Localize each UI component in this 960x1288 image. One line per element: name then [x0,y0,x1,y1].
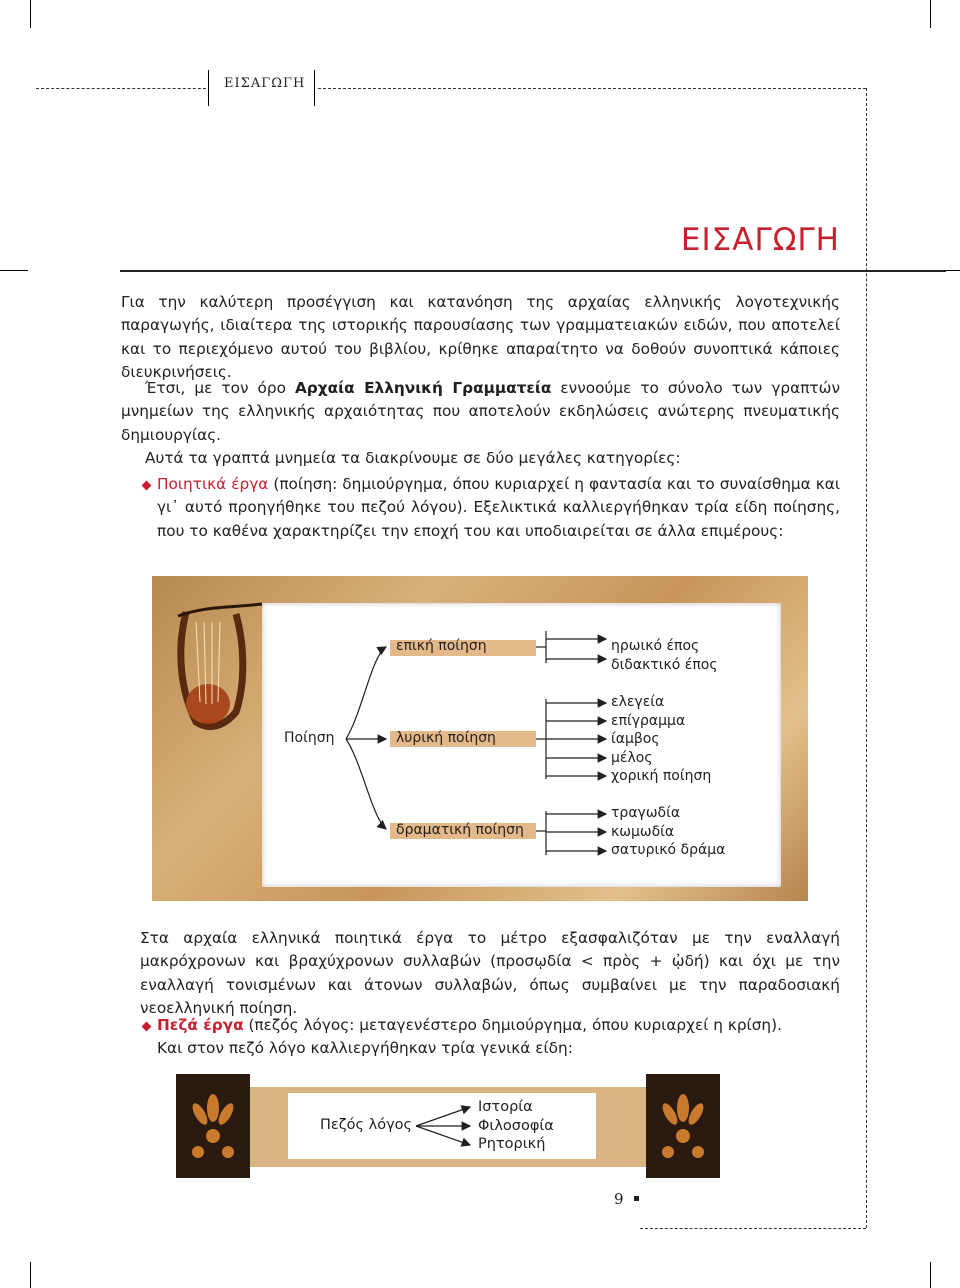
palmette-icon [654,1084,712,1170]
poetic-works-desc: (ποίηση: δημιούργημα, όπου κυριαρχεί η φαντασία και το συναίσθημα και γι᾿ αυτό προηγήθηκε του πεζού λόγου). Εξελικτικά καλλιεργήθηκαν τρία είδη ποίησης, που το καθένα χαρακτηρίζει την εποχή του και υποδιαιρείται σε άλλα επιμέρους: [157,475,840,540]
running-header: ΕΙΣΑΓΩΓΗ [224,76,306,91]
intro-paragraph [121,291,840,385]
branch-lyric: λυρική ποίηση [396,730,496,746]
palmette-icon [184,1084,242,1170]
trim-line [36,88,206,89]
list-item: Φιλοσοφία [478,1117,554,1134]
bullet-icon [142,481,152,491]
crop-mark [0,270,28,271]
categories-intro [121,447,840,470]
definition-paragraph [121,377,840,447]
list-item: κωμωδία [611,823,675,840]
meter-paragraph [140,927,840,1021]
poetic-works-term: Ποιητικά έργα [157,475,269,493]
trim-line [318,88,866,89]
list-item: ελεγεία [611,694,665,710]
poetic-works-paragraph [157,473,840,543]
crop-mark [30,0,31,28]
bullet-icon [142,1022,152,1032]
prose-works-line2: Και στον πεζό λόγο καλλιεργήθηκαν τρία γενικά είδη: [157,1039,573,1058]
prose-works-desc: (πεζός λόγος: μεταγενέστερο δημιούργημα, όπου κυριαρχεί η κρίση). [243,1016,782,1034]
list-item: διδακτικό έπος [611,656,718,673]
list-item: επίγραμμα [611,712,686,729]
page-number-marker [634,1196,639,1201]
diagram-root: Ποίηση [284,730,335,746]
list-item: σατυρικό δράμα [611,842,726,858]
prose-works-text [157,1014,847,1037]
meter-text: Στα αρχαία ελληνικά ποιητικά έργα το μέτρο εξασφαλιζόταν με την εναλλαγή μακρόχρονων και βραχύχρονων συλλαβών (προσῳδία < πρὸς + ᾠδή) και όχι με την εναλλαγή τονισμένων και άτονων συλλαβών, όπως συμβαίνει με την παραδοσιακή νεοελληνική ποίηση. [140,929,840,1018]
crop-mark [930,1262,931,1288]
definition-term: Αρχαία Ελληνική Γραμματεία [294,379,552,397]
branch-epic: επική ποίηση [396,638,487,654]
page-number: 9 [614,1190,624,1208]
categories-intro-text: Αυτά τα γραπτά μνημεία τα διακρίνουμε σε δύο μεγάλες κατηγορίες: [145,449,681,467]
list-item: Ιστορία [478,1099,533,1115]
list-item: ίαμβος [611,731,660,747]
header-bracket [208,70,209,106]
list-item: ηρωικό έπος [611,638,700,654]
leaf-list-lyric [611,693,711,786]
trim-line [866,88,867,1228]
title-rule [120,270,946,272]
lyre-icon [166,592,266,742]
poetic-works-text [157,473,840,543]
definition-rest: εννοούμε το σύνολο των γραπτών μνημείων της ελληνικής αρχαιότητας που αποτελούν εκδηλώσεις ανώτερης πνευματικής δημιουργίας. [121,379,840,444]
prose-works-paragraph [157,1014,847,1061]
trim-line [640,1228,866,1229]
branch-dramatic: δραματική ποίηση [396,822,524,838]
chapter-title: ΕΙΣΑΓΩΓΗ [680,222,840,258]
list-item: τραγωδία [611,805,681,821]
prose-leaf-list [478,1098,554,1154]
definition-lead: Έτσι, με τον όρο [145,379,295,397]
intro-text: Για την καλύτερη προσέγγιση και κατανόηση της αρχαίας ελληνικής λογοτεχνικής παραγωγής, ιδιαίτερα της ιστορικής παρουσίασης των γραμματειακών ειδών, που αποτελεί και το περιεχόμενο αυτού του βιβλίου, κρίθηκε απαραίτητο να δοθούν συνοπτικά κάποιες διευκρινήσεις. [121,293,840,382]
leaf-list-epic [611,637,718,674]
definition-text [121,377,840,447]
list-item: μέλος [611,749,653,766]
leaf-list-dramatic [611,804,725,860]
crop-mark [30,1262,31,1288]
prose-root: Πεζός λόγος [320,1117,413,1133]
list-item: χορική ποίηση [611,768,712,784]
header-bracket [314,70,315,106]
prose-works-term: Πεζά έργα [157,1016,244,1034]
crop-mark [930,0,931,28]
list-item: Ρητορική [478,1136,546,1152]
